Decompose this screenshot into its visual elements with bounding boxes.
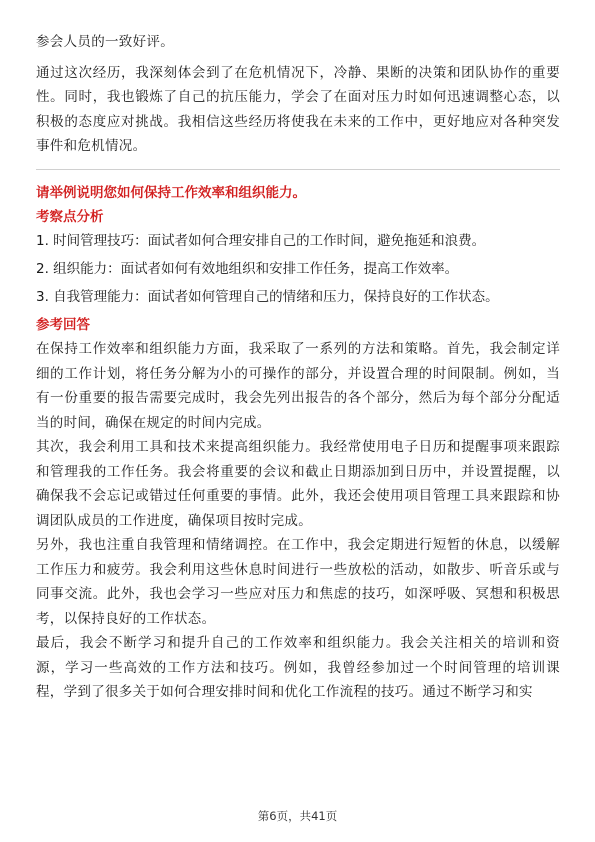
intro-paragraph-1: 参会人员的一致好评。 [36, 34, 174, 50]
answer-title: 参考回答 [36, 317, 90, 333]
answer-paragraph-4: 最后，我会不断学习和提升自己的工作效率和组织能力。我会关注相关的培训和资源，学习一些高效的工作方法和技巧。例如，我曾经参加过一个时间管理的培训课程，学到了很多关于如何合理安排时间和优化工作流程的技巧。通过不断学习和实 [36, 635, 560, 700]
answer-paragraph-1: 在保持工作效率和组织能力方面，我采取了一系列的方法和策略。首先，我会制定详细的工作计划，将任务分解为小的可操作的部分，并设置合理的时间限制。例如，当有一份重要的报告需要完成时，我会先列出报告的各个部分，然后为每个部分分配适当的时间，确保在规定的时间内完成。 [36, 341, 560, 431]
analysis-item-1: 1. 时间管理技巧：面试者如何合理安排自己的工作时间，避免拖延和浪费。 [36, 232, 486, 249]
section-divider [36, 169, 560, 170]
answer-paragraph-2: 其次，我会利用工具和技术来提高组织能力。我经常使用电子日历和提醒事项来跟踪和管理我的工作任务。我会将重要的会议和截止日期添加到日历中，并设置提醒，以确保我不会忘记或错过任何重要的事情。此外，我还会使用项目管理工具来跟踪和协调团队成员的工作进度，确保项目按时完成。 [36, 439, 560, 529]
answer-paragraph-3: 另外，我也注重自我管理和情绪调控。在工作中，我会定期进行短暂的休息，以缓解工作压力和疲劳。我会利用这些休息时间进行一些放松的活动，如散步、听音乐或与同事交流。此外，我也会学习一些应对压力和焦虑的技巧，如深呼吸、冥想和积极思考，以保持良好的工作状态。 [36, 537, 560, 627]
analysis-title: 考察点分析 [36, 208, 104, 225]
analysis-item-3: 3. 自我管理能力：面试者如何管理自己的情绪和压力，保持良好的工作状态。 [36, 288, 499, 305]
analysis-item-2: 2. 组织能力：面试者如何有效地组织和安排工作任务，提高工作效率。 [36, 260, 459, 277]
document-body [36, 30, 560, 705]
page-footer: 第6页，共41页 [257, 809, 338, 823]
intro-paragraph-2: 通过这次经历，我深刻体会到了在危机情况下，冷静、果断的决策和团队协作的重要性。同时，我也锻炼了自己的抗压能力，学会了在面对压力时如何迅速调整心态，以积极的态度应对挑战。我相信这些经历将使我在未来的工作中，更好地应对各种突发事件和危机情况。 [36, 64, 560, 154]
question-heading: 请举例说明您如何保持工作效率和组织能力。 [36, 184, 306, 201]
